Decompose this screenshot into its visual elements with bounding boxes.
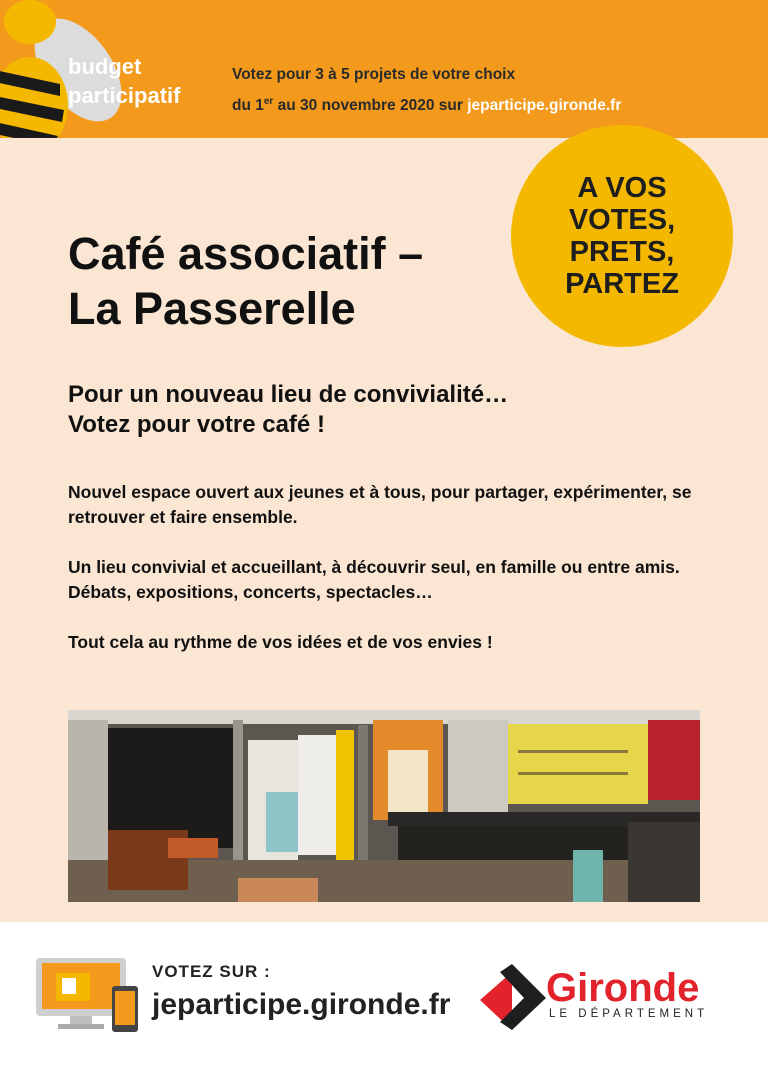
header-banner (0, 0, 768, 138)
vote-date-sup: er (263, 96, 274, 107)
vote-on-label: VOTEZ SUR : (152, 962, 271, 981)
title-line-2: La Passerelle (68, 283, 356, 334)
brand-line-2: participatif (68, 83, 181, 108)
footer-url-link[interactable]: jeparticipe.gironde.fr (152, 988, 451, 1021)
title-line-1: Café associatif – (68, 228, 424, 279)
description-paragraph-2 (68, 555, 718, 605)
slogan-badge (511, 125, 733, 347)
cafe-photo-illustration (68, 710, 700, 902)
gironde-name: Gironde (546, 966, 700, 1010)
brand-text (68, 52, 180, 110)
gironde-logo-icon (478, 964, 548, 1030)
subtitle-line-2: Votez pour votre café ! (68, 411, 325, 438)
description (68, 480, 718, 680)
vote-info (232, 61, 621, 119)
badge-line-3: PRETS, (569, 236, 675, 268)
vote-device-icon (36, 958, 144, 1040)
badge-line-1: A VOS (577, 172, 667, 204)
vote-info-line-2 (232, 88, 621, 119)
footer (0, 922, 768, 1087)
badge-line-2: VOTES, (568, 204, 676, 236)
description-p2-line-1: Un lieu convivial et accueillant, à découvrir seul, en famille ou entre amis. (68, 557, 680, 577)
vote-date-mid: au 30 novembre 2020 sur (273, 97, 468, 114)
cafe-interior-photo (68, 710, 700, 902)
badge-line-4: PARTEZ (565, 268, 679, 300)
subtitle (68, 380, 508, 440)
description-paragraph-3: Tout cela au rythme de vos idées et de vos envies ! (68, 632, 493, 652)
page-title (68, 226, 423, 336)
description-p2-line-2: Débats, expositions, concerts, spectacles… (68, 582, 433, 602)
vote-info-line-1: Votez pour 3 à 5 projets de votre choix (232, 66, 516, 83)
vote-url-link[interactable]: jeparticipe.gironde.fr (467, 97, 622, 114)
brand-line-1: budget (68, 54, 142, 79)
description-paragraph-1: Nouvel espace ouvert aux jeunes et à tous, pour partager, expérimenter, se retrouver et faire ensemble. (68, 482, 692, 527)
gironde-subtitle: LE DÉPARTEMENT (549, 1008, 709, 1020)
subtitle-line-1: Pour un nouveau lieu de convivialité… (68, 381, 509, 408)
vote-date-prefix: du 1 (232, 97, 264, 114)
